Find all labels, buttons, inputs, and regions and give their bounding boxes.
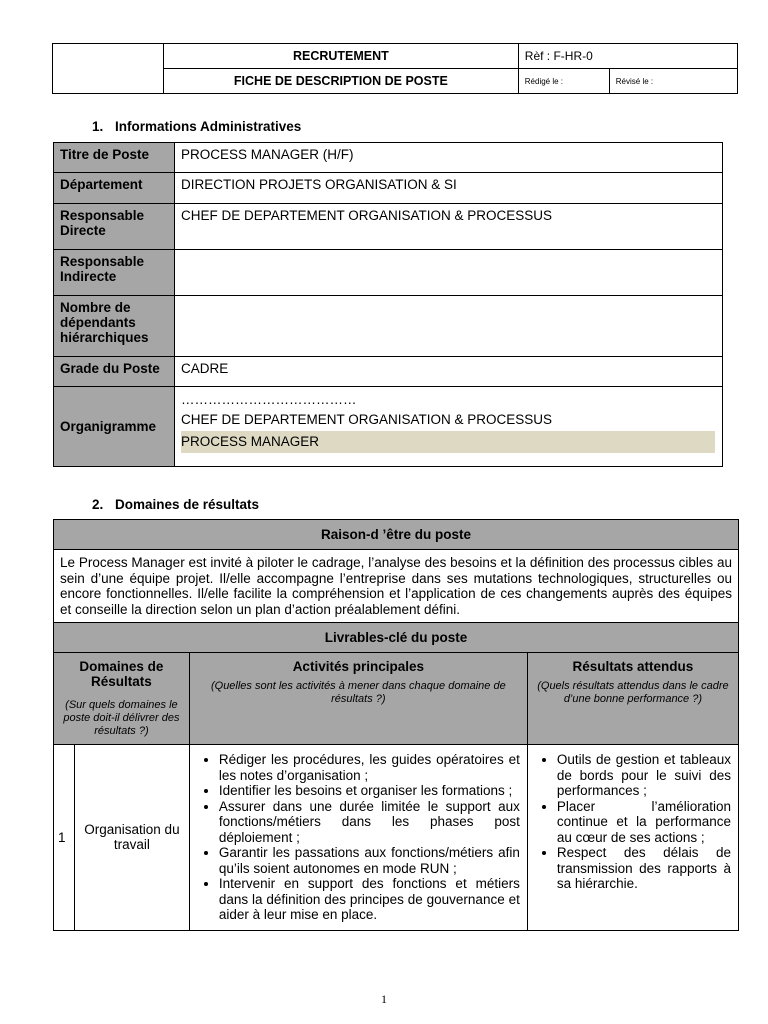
info-label: Département	[54, 173, 175, 204]
info-value	[175, 296, 723, 357]
section-1-number: 1.	[92, 119, 104, 134]
column-title: Résultats attendus	[572, 659, 694, 674]
organigramme-line-1: …………………………………	[181, 392, 357, 407]
list-item: • Rédiger les procédures, les guides opératoires et les notes d’organisation ;	[219, 752, 520, 783]
row-domaine: Organisation du travail	[75, 745, 190, 931]
organigramme-line-3: PROCESS MANAGER	[181, 431, 715, 453]
info-value: CHEF DE DEPARTEMENT ORGANISATION & PROCESSUS	[175, 204, 723, 250]
info-label: Titre de Poste	[54, 143, 175, 173]
column-subtitle: (Quels résultats attendus dans le cadre d’une bonne performance ?)	[537, 680, 729, 705]
column-subtitle: (Quelles sont les activités à mener dans chaque domaine de résultats ?)	[210, 680, 506, 705]
section-2-heading	[92, 497, 259, 512]
column-subtitle: (Sur quels domaines le poste doit-il délivrer des résultats ?)	[63, 699, 180, 737]
info-table	[53, 142, 723, 467]
info-row	[54, 357, 723, 387]
list-item: • Placer l’amélioration continue et la performance au cœur de ses actions ;	[557, 799, 731, 846]
info-row	[54, 173, 723, 204]
section-1-heading	[92, 119, 301, 134]
info-label: Grade du Poste	[54, 357, 175, 387]
column-header-activites	[189, 653, 527, 745]
column-header-resultats	[527, 653, 738, 745]
header-redige: Rédigé le :	[518, 69, 609, 94]
page-number: 1	[381, 992, 387, 1006]
table-row	[54, 745, 739, 931]
list-item: • Respect des délais de transmission des rapports à sa hiérarchie.	[557, 845, 731, 892]
section-2-title: Domaines de résultats	[115, 497, 260, 512]
raison-text: Le Process Manager est invité à piloter le cadrage, l’analyse des besoins et la définition des processus cibles au sein d’une équipe projet. Il/elle accompagne l’entreprise dans ses mutations technologiques, structurelles ou encore fonctionnelles. Il/elle facilite la compréhension et l’application de ces changements auprès des équipes et conseille la direction selon un plan d’action préalablement défini.	[54, 550, 739, 623]
info-label: Nombre de dépendants hiérarchiques	[54, 296, 175, 357]
list-item: • Garantir les passations aux fonctions/métiers afin qu’ils soient autonomes en mode RUN ;	[219, 845, 520, 876]
section-1-title: Informations Administratives	[115, 119, 302, 134]
header-revise: Révisé le :	[609, 69, 737, 94]
info-label: Responsable Directe	[54, 204, 175, 250]
info-value: CADRE	[175, 357, 723, 387]
organigramme-label: Organigramme	[54, 387, 175, 467]
list-item: • Intervenir en support des fonctions et métiers dans la définition des principes de gouvernance et aider à leur mise en place.	[219, 876, 520, 923]
info-value: PROCESS MANAGER (H/F)	[175, 143, 723, 173]
livrables-title: Livrables-clé du poste	[54, 623, 739, 653]
info-value	[175, 250, 723, 296]
row-activites	[189, 745, 527, 931]
list-item: • Identifier les besoins et organiser les formations ;	[219, 783, 520, 799]
header-title: RECRUTEMENT	[164, 44, 519, 69]
section-2-number: 2.	[92, 497, 104, 512]
info-label: Responsable Indirecte	[54, 250, 175, 296]
organigramme-value	[175, 387, 723, 467]
info-row	[54, 250, 723, 296]
raison-title: Raison-d ’être du poste	[54, 520, 739, 550]
list-item: • Assurer dans une durée limitée le support aux fonctions/métiers dans les phases post déploiement ;	[219, 799, 520, 846]
document-header	[52, 43, 738, 94]
column-title: Activités principales	[292, 659, 424, 674]
info-row	[54, 143, 723, 173]
info-row	[54, 204, 723, 250]
row-number: 1	[54, 745, 75, 931]
info-value: DIRECTION PROJETS ORGANISATION & SI	[175, 173, 723, 204]
header-ref: Rèf : F-HR-0	[518, 44, 737, 69]
domaines-table	[53, 519, 739, 931]
row-resultats	[527, 745, 738, 931]
logo-cell	[53, 44, 164, 94]
column-header-domaines	[54, 653, 190, 745]
column-title: Domaines de Résultats	[79, 659, 164, 689]
organigramme-line-2: CHEF DE DEPARTEMENT ORGANISATION & PROCESSUS	[181, 412, 553, 427]
info-row	[54, 296, 723, 357]
list-item: • Outils de gestion et tableaux de bords pour le suivi des performances ;	[557, 752, 731, 799]
header-subtitle: FICHE DE DESCRIPTION DE POSTE	[164, 69, 519, 94]
info-row-organigramme	[54, 387, 723, 467]
